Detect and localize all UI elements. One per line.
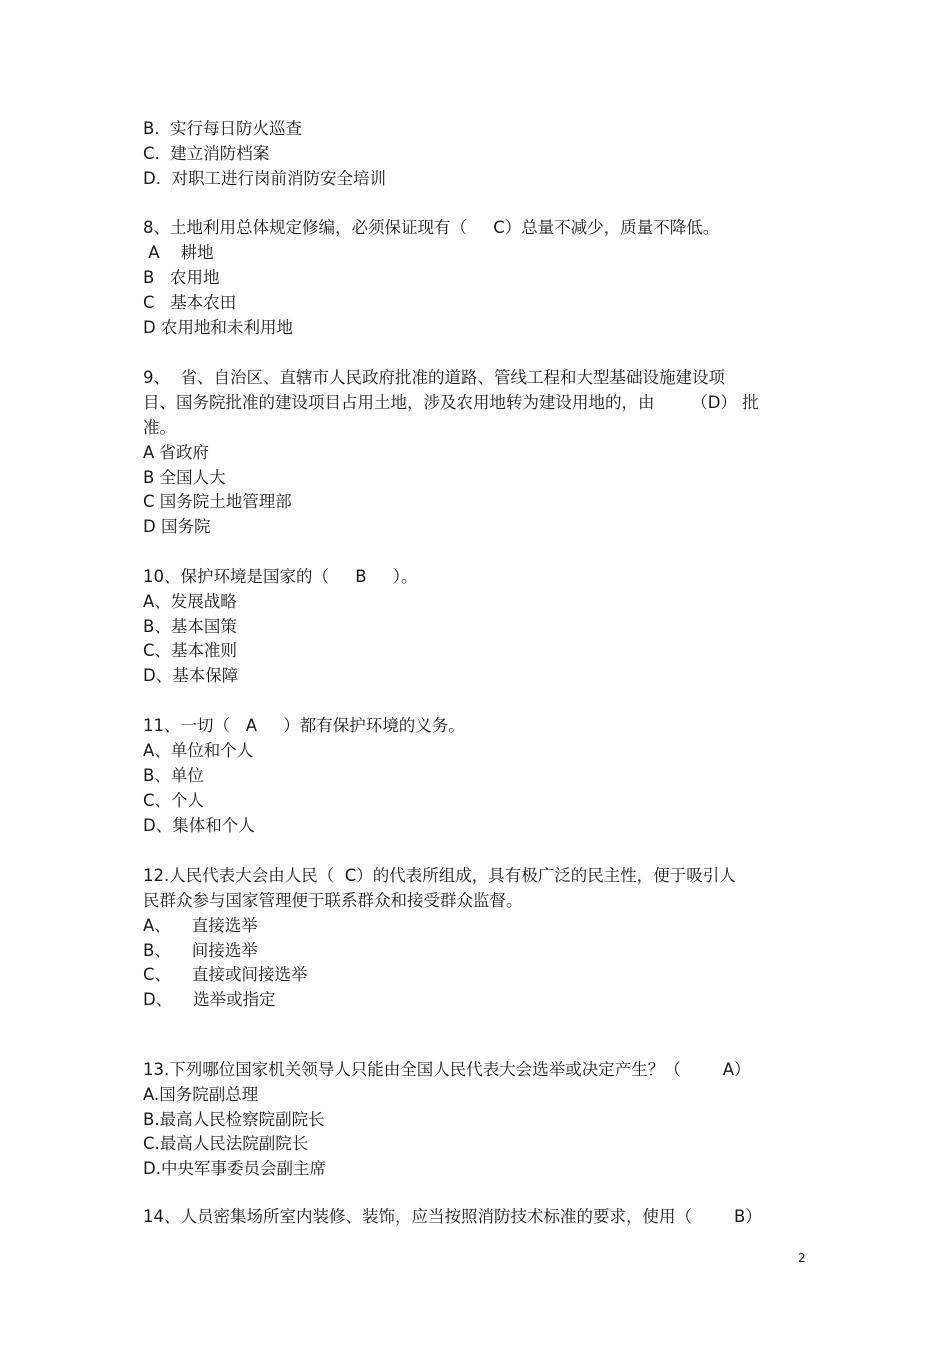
q13-option-a: A.国务院副总理 <box>143 1085 259 1104</box>
q10-option-a: A、发展战略 <box>143 592 237 611</box>
q14-stem: 14、人员密集场所室内装修、装饰，应当按照消防技术标准的要求，使用（ B） <box>143 1207 762 1226</box>
q10-option-b: B、基本国策 <box>143 617 237 636</box>
q11-option-a: A、单位和个人 <box>143 741 254 760</box>
q8-option-c: C 基本农田 <box>143 293 237 312</box>
q12-option-a: A、 直接选举 <box>143 916 258 935</box>
q12-option-b: B、 间接选举 <box>143 941 258 960</box>
q13-option-b: B.最高人民检察院副院长 <box>143 1110 325 1129</box>
q9-stem-line-2: 目、国务院批准的建设项目占用土地，涉及农用地转为建设用地的，由 （D） 批 <box>143 393 759 412</box>
q13-stem: 13.下列哪位国家机关领导人只能由全国人民代表大会选举或决定产生？（ A） <box>143 1060 751 1079</box>
q9-option-a: A 省政府 <box>143 443 210 462</box>
q9-option-c: C 国务院土地管理部 <box>143 492 292 511</box>
q11-option-b: B、单位 <box>143 766 204 785</box>
q12-stem-line-2: 民群众参与国家管理便于联系群众和接受群众监督。 <box>143 891 523 910</box>
q12-option-d: D、 选举或指定 <box>143 990 276 1009</box>
q12-option-c: C、 直接或间接选举 <box>143 965 308 984</box>
q9-stem-line-1: 9、 省、自治区、直辖市人民政府批准的道路、管线工程和大型基础设施建设项 <box>143 368 725 387</box>
q8-stem: 8、土地利用总体规定修编，必须保证现有（ C）总量不减少，质量不降低。 <box>143 218 720 237</box>
q13-option-c: C.最高人民法院副院长 <box>143 1134 309 1153</box>
q13-option-d: D.中央军事委员会副主席 <box>143 1159 326 1178</box>
q9-stem-line-3: 准。 <box>143 418 176 437</box>
q7-option-c: C. 建立消防档案 <box>143 144 270 163</box>
q9-option-d: D 国务院 <box>143 517 211 536</box>
q8-option-d: D 农用地和未利用地 <box>143 318 293 337</box>
q7-option-b: B. 实行每日防火巡查 <box>143 119 303 138</box>
q11-option-c: C、个人 <box>143 791 205 810</box>
q9-option-b: B 全国人大 <box>143 468 226 487</box>
q11-stem: 11、一切（ A ）都有保护环境的义务。 <box>143 716 465 735</box>
q10-stem: 10、保护环境是国家的（ B ）。 <box>143 567 418 586</box>
q11-option-d: D、集体和个人 <box>143 816 255 835</box>
q10-option-d: D、基本保障 <box>143 666 239 685</box>
page-number: 2 <box>798 1251 806 1265</box>
q7-option-d: D. 对职工进行岗前消防安全培训 <box>143 169 386 188</box>
q12-stem-line-1: 12.人民代表大会由人民（ C）的代表所组成，具有极广泛的民主性，便于吸引人 <box>143 866 736 885</box>
q8-option-b: B 农用地 <box>143 268 220 287</box>
q8-option-a: A 耕地 <box>143 243 214 262</box>
q10-option-c: C、基本准则 <box>143 641 238 660</box>
